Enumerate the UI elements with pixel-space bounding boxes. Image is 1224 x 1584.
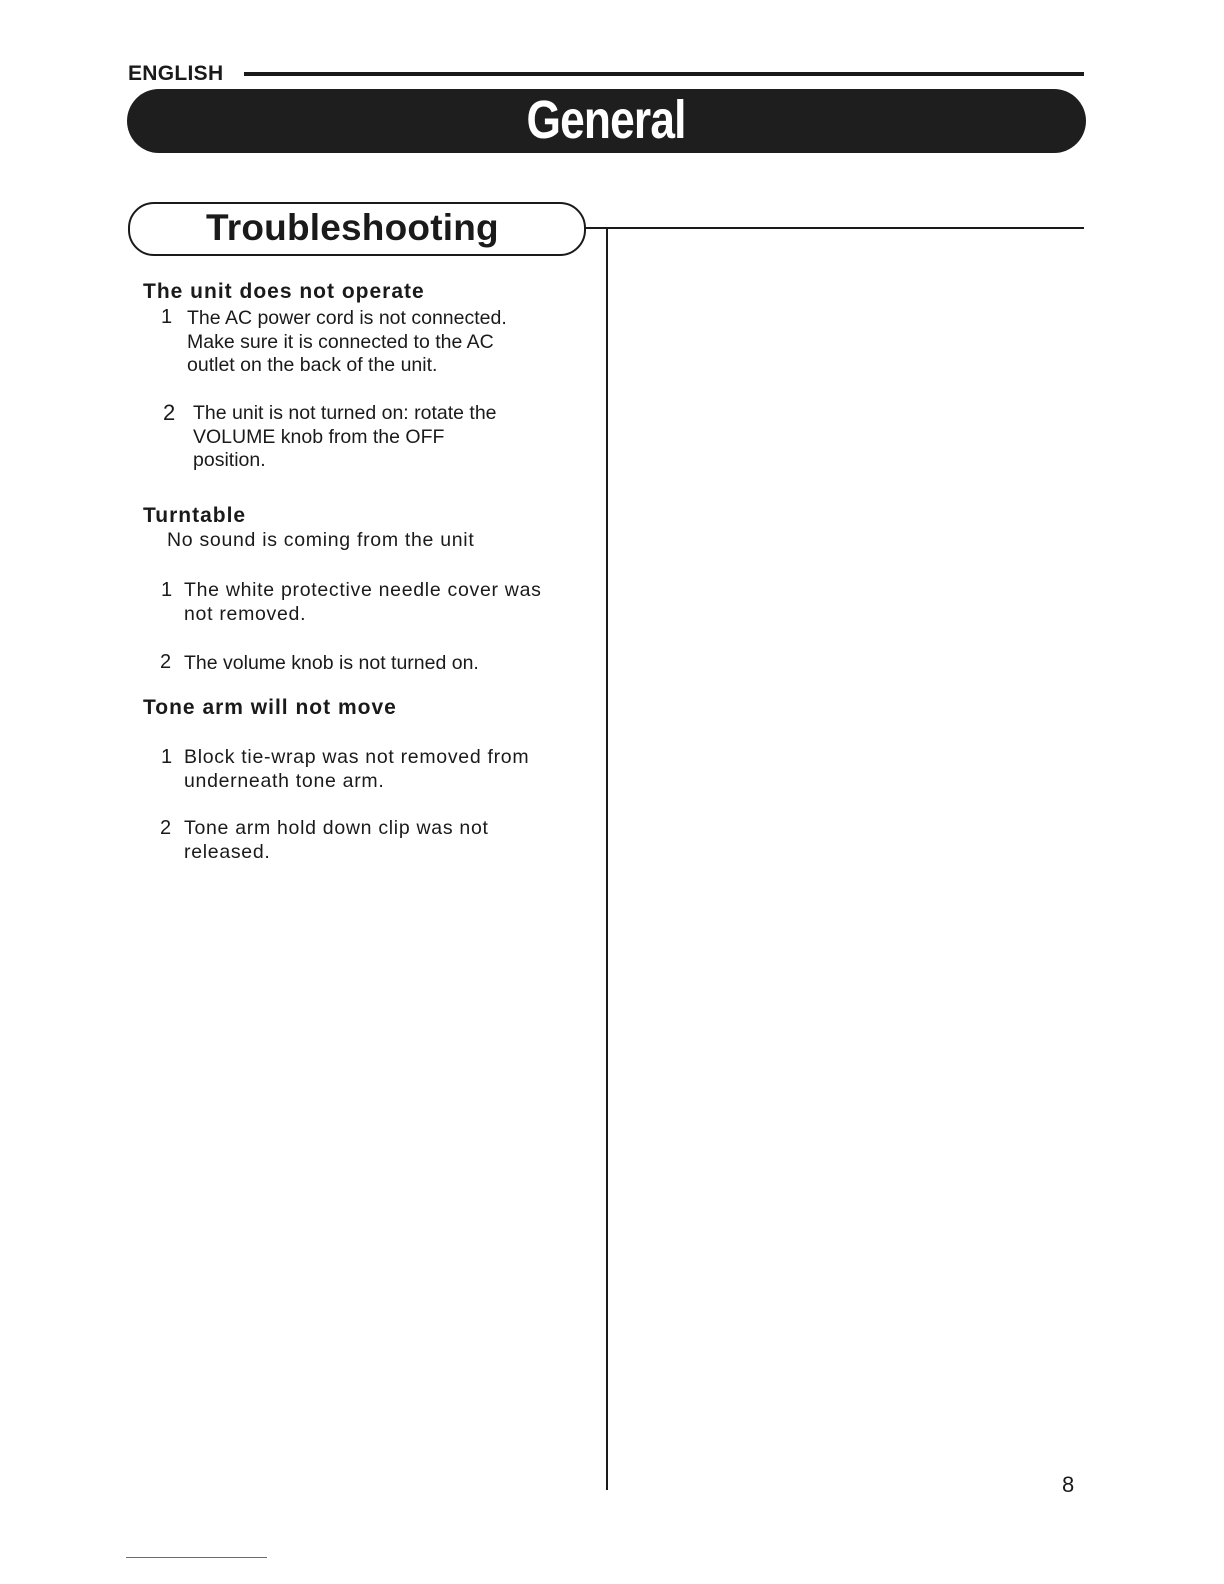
item-number: 2 — [163, 400, 176, 425]
item-number: 1 — [161, 579, 173, 601]
header-rule — [244, 72, 1084, 76]
section-rule — [584, 227, 1084, 229]
group-heading-turntable: Turntable — [143, 504, 247, 527]
item-number: 1 — [161, 746, 173, 768]
item-text: The volume knob is not turned on. — [184, 652, 479, 674]
page-number: 8 — [1062, 1472, 1075, 1497]
item-text: Block tie-wrap was not removed from underneath tone arm. — [184, 746, 530, 792]
item-text: The AC power cord is not connected. Make sure it is connected to the AC outlet on the back of the unit. — [187, 307, 507, 376]
group-subheading: No sound is coming from the unit — [167, 529, 475, 551]
column-divider — [606, 227, 608, 1490]
section-title: Troubleshooting — [206, 207, 499, 248]
item-text: The white protective needle cover was not removed. — [184, 579, 542, 625]
group-heading-tone-arm: Tone arm will not move — [143, 696, 397, 719]
item-number: 1 — [161, 306, 173, 328]
chapter-banner — [127, 89, 1086, 153]
item-number: 2 — [160, 817, 172, 839]
item-text: Tone arm hold down clip was not released. — [184, 817, 489, 863]
footer-rule — [126, 1557, 267, 1558]
group-heading-unit-does-not-operate: The unit does not operate — [143, 280, 425, 303]
item-text: The unit is not turned on: rotate the VOLUME knob from the OFF position. — [193, 402, 497, 471]
language-label: ENGLISH — [128, 62, 224, 85]
chapter-title: General — [526, 90, 687, 150]
item-number: 2 — [160, 651, 172, 673]
